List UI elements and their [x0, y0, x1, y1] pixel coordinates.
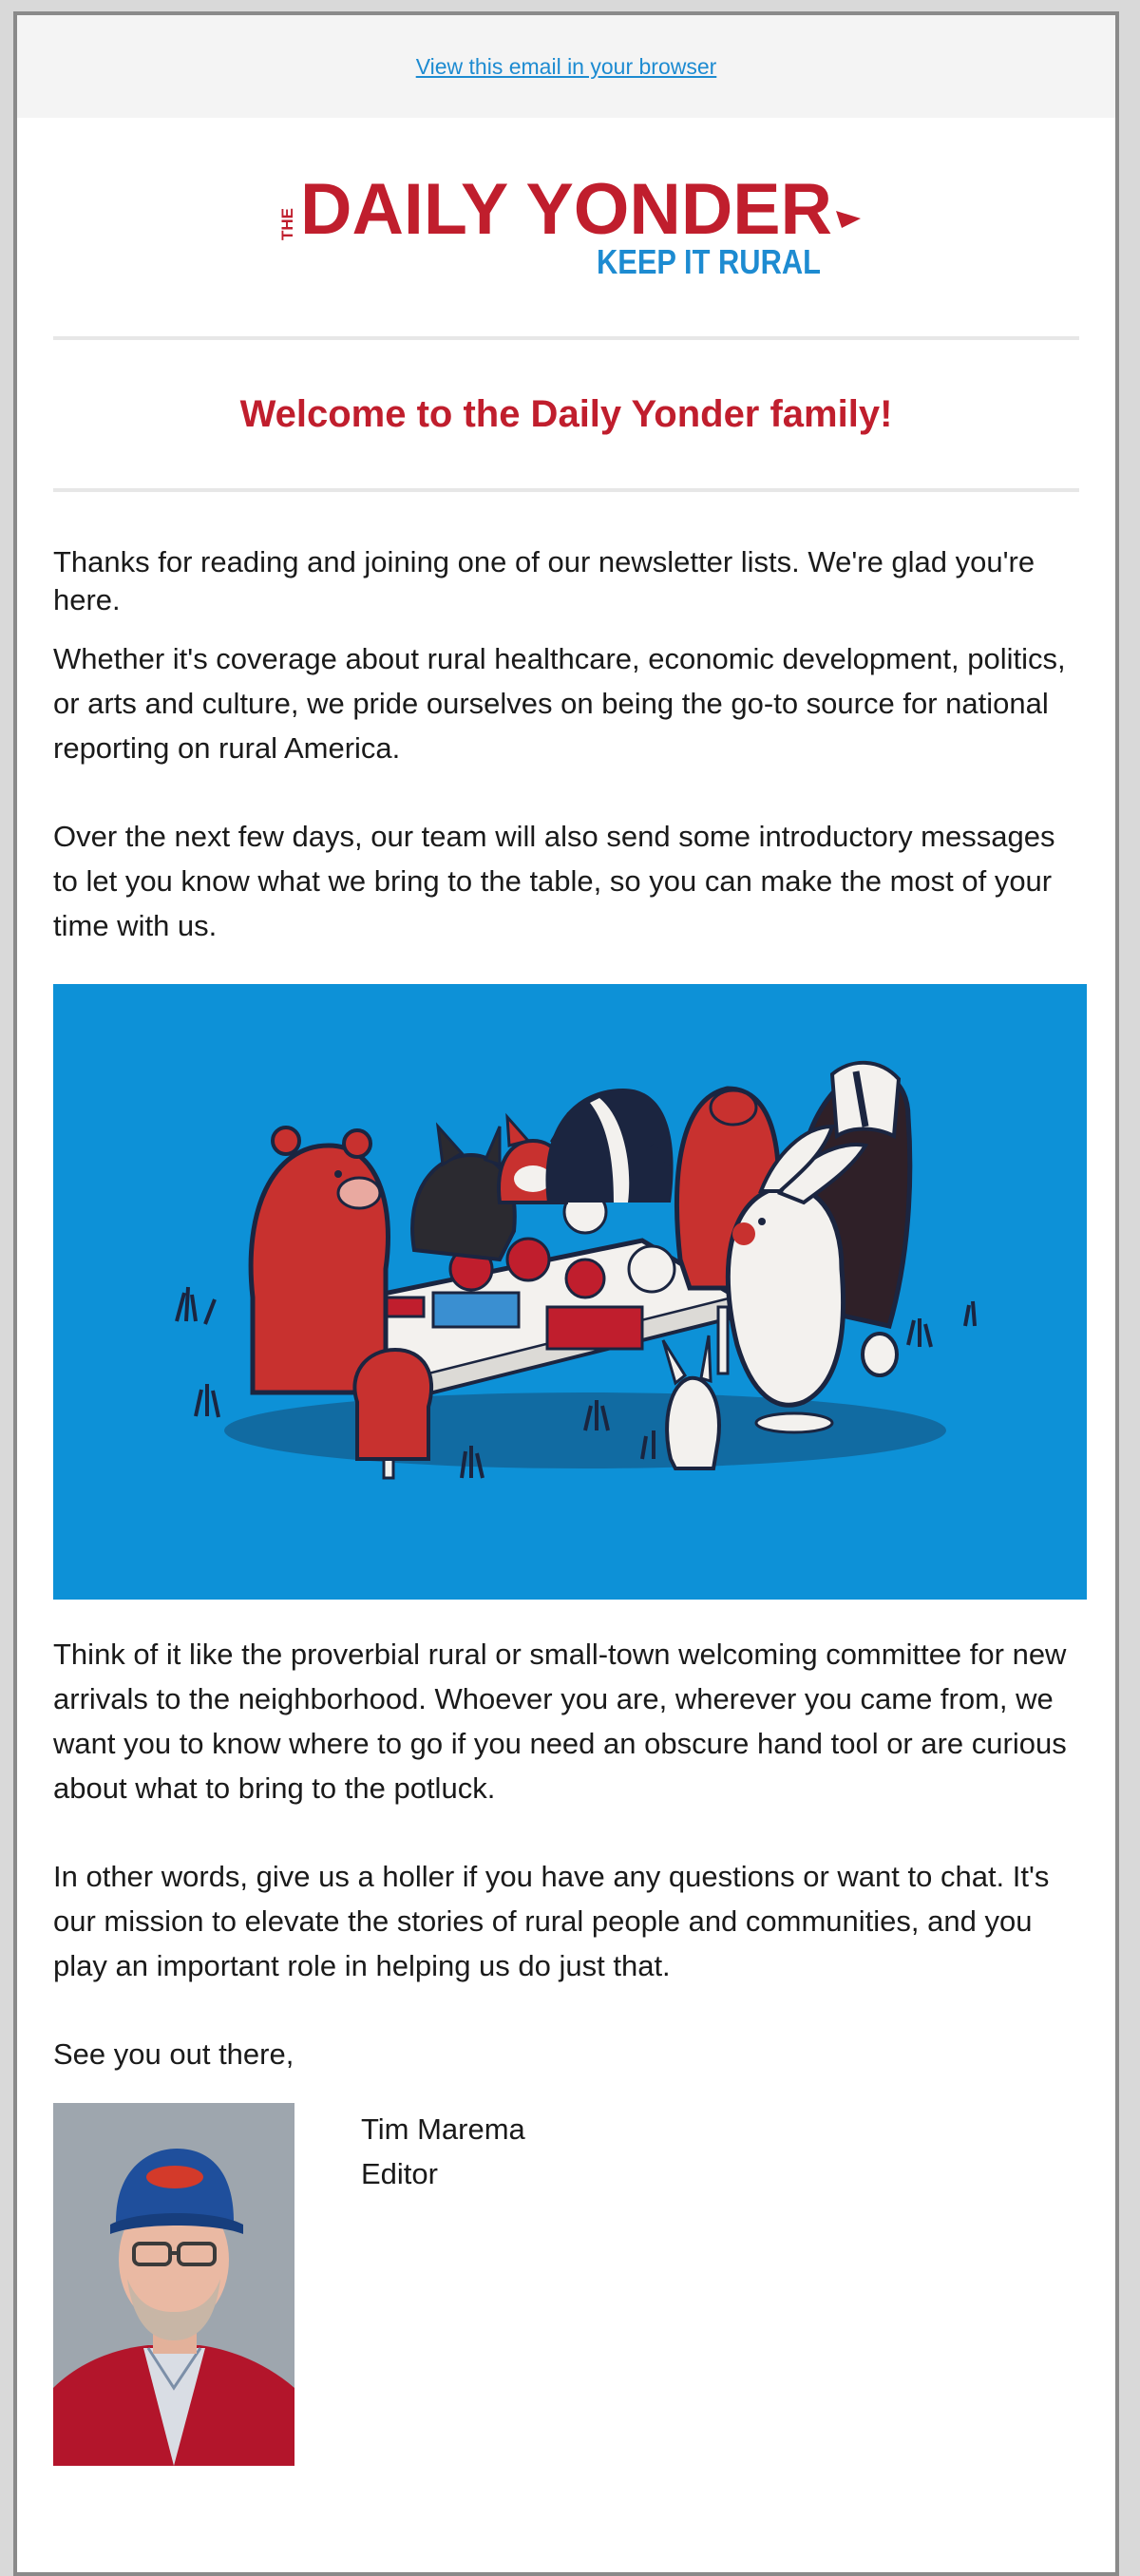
view-in-browser-link[interactable]: View this email in your browser — [415, 53, 717, 79]
paragraph-intro: Thanks for reading and joining one of our newsletter lists. We're glad you're here. — [53, 545, 1036, 616]
email-content — [17, 118, 1115, 2466]
editor-title: Editor — [361, 2157, 438, 2190]
paragraph-welcoming-committee: Think of it like the proverbial rural or small-town welcoming committee for new arrivals to the neighborhood. Whoever you are, wherever you came from, we want you to know where to go if you need an obscure hand tool or are curious about what to bring to the potluck. — [53, 1638, 1067, 1805]
headline-block — [53, 340, 1079, 488]
preheader-bar — [17, 15, 1115, 118]
divider-bottom — [53, 488, 1079, 492]
editor-name: Tim Marema — [361, 2112, 525, 2146]
signature-text — [361, 2103, 525, 2196]
daily-yonder-logo[interactable] — [53, 118, 1079, 336]
editor-photo — [53, 2103, 294, 2466]
logo-the-text — [278, 208, 296, 240]
svg-text:THE: THE — [278, 208, 296, 240]
email-frame — [13, 11, 1119, 2576]
paragraph-coverage: Whether it's coverage about rural healthcare, economic development, politics, or arts and culture, we pride ourselves on being the go-to source for national reporting on rural America. — [53, 642, 1066, 765]
logo-flag-icon — [836, 211, 861, 228]
logo-tagline: KEEP IT RURAL — [597, 242, 821, 281]
paragraph-holler: In other words, give us a holler if you have any questions or want to chat. It's our mission to elevate the stories of rural people and communities, and you play an important role in helping us do just that. — [53, 1860, 1050, 1982]
signature-block — [53, 2103, 1079, 2466]
potluck-illustration — [53, 984, 1087, 1600]
paragraph-signoff: See you out there, — [53, 2037, 294, 2071]
logo-wordmark: DAILY YONDER — [300, 169, 832, 250]
page-title: Welcome to the Daily Yonder family! — [239, 392, 893, 435]
paragraph-next-days: Over the next few days, our team will also send some introductory messages to let you know what we bring to the table, so you can make the most of your time with us. — [53, 820, 1055, 942]
